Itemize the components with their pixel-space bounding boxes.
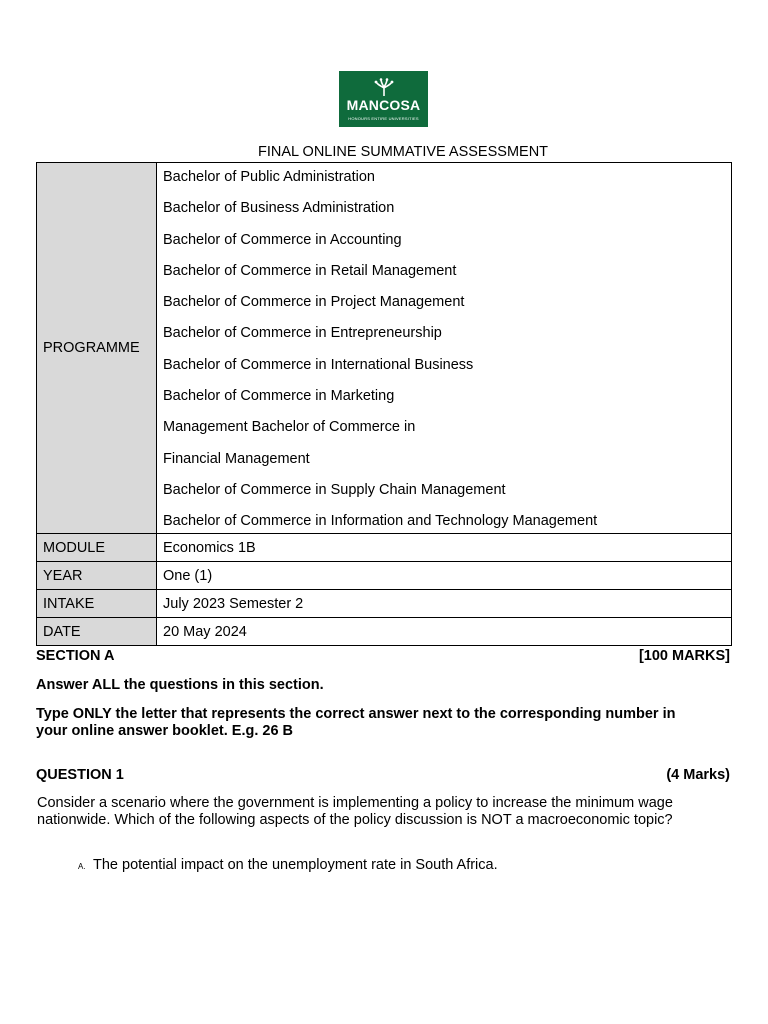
section-title: SECTION A bbox=[36, 648, 115, 664]
date-row bbox=[37, 618, 732, 646]
intake-label: INTAKE bbox=[37, 590, 157, 618]
date-value: 20 May 2024 bbox=[157, 618, 732, 646]
question-text: Consider a scenario where the government is implementing a policy to increase the minimum wage nationwide. Which of the following aspects of the policy discussion is NOT a macroeconomic topic? bbox=[37, 795, 673, 828]
section-instruction-all: Answer ALL the questions in this section. bbox=[36, 677, 324, 693]
programme-item: Bachelor of Commerce in Marketing bbox=[163, 388, 395, 405]
year-row bbox=[37, 562, 732, 590]
programme-list-cell bbox=[157, 163, 732, 534]
programme-item: Bachelor of Business Administration bbox=[163, 200, 395, 217]
tree-emblem-icon bbox=[373, 78, 395, 96]
programme-item: Bachelor of Commerce in Retail Management bbox=[163, 262, 457, 279]
programme-item: Bachelor of Commerce in Project Management bbox=[163, 294, 465, 311]
year-label: YEAR bbox=[37, 562, 157, 590]
section-header bbox=[36, 648, 730, 664]
section-marks: [100 MARKS] bbox=[638, 648, 730, 664]
section-instruction-letter: Type ONLY the letter that represents the correct answer next to the corresponding number in your online answer booklet. E.g. 26 B bbox=[36, 706, 676, 739]
mancosa-logo bbox=[339, 71, 428, 127]
programme-item: Bachelor of Commerce in Accounting bbox=[163, 231, 402, 248]
programme-item: Bachelor of Commerce in Supply Chain Management bbox=[163, 481, 506, 498]
module-label: MODULE bbox=[37, 534, 157, 562]
question-header bbox=[36, 767, 730, 783]
logo-name: MANCOSA bbox=[346, 97, 421, 113]
programme-label: PROGRAMME bbox=[37, 163, 157, 534]
option-letter: A. bbox=[78, 862, 86, 871]
question-title: QUESTION 1 bbox=[36, 767, 124, 783]
programme-item: Bachelor of Commerce in International Business bbox=[163, 356, 474, 373]
programme-item: Bachelor of Public Administration bbox=[163, 169, 375, 185]
programme-item: Financial Management bbox=[163, 450, 310, 467]
programme-item: Bachelor of Commerce in Information and Technology Management bbox=[163, 513, 598, 530]
programme-list bbox=[163, 163, 731, 533]
question-marks: (4 Marks) bbox=[666, 767, 730, 783]
programme-item: Bachelor of Commerce in Entrepreneurship bbox=[163, 325, 442, 342]
programme-row bbox=[37, 163, 732, 534]
date-label: DATE bbox=[37, 618, 157, 646]
logo-tagline: HONOURS ENTIRE UNIVERSITIES bbox=[348, 116, 419, 121]
year-value: One (1) bbox=[157, 562, 732, 590]
answer-option bbox=[78, 857, 498, 875]
option-text: The potential impact on the unemployment rate in South Africa. bbox=[93, 857, 498, 873]
document-title: FINAL ONLINE SUMMATIVE ASSESSMENT bbox=[257, 144, 549, 160]
module-value: Economics 1B bbox=[157, 534, 732, 562]
intake-value: July 2023 Semester 2 bbox=[157, 590, 732, 618]
assessment-info-table bbox=[36, 162, 732, 646]
programme-item: Management Bachelor of Commerce in bbox=[163, 419, 416, 436]
module-row bbox=[37, 534, 732, 562]
intake-row bbox=[37, 590, 732, 618]
